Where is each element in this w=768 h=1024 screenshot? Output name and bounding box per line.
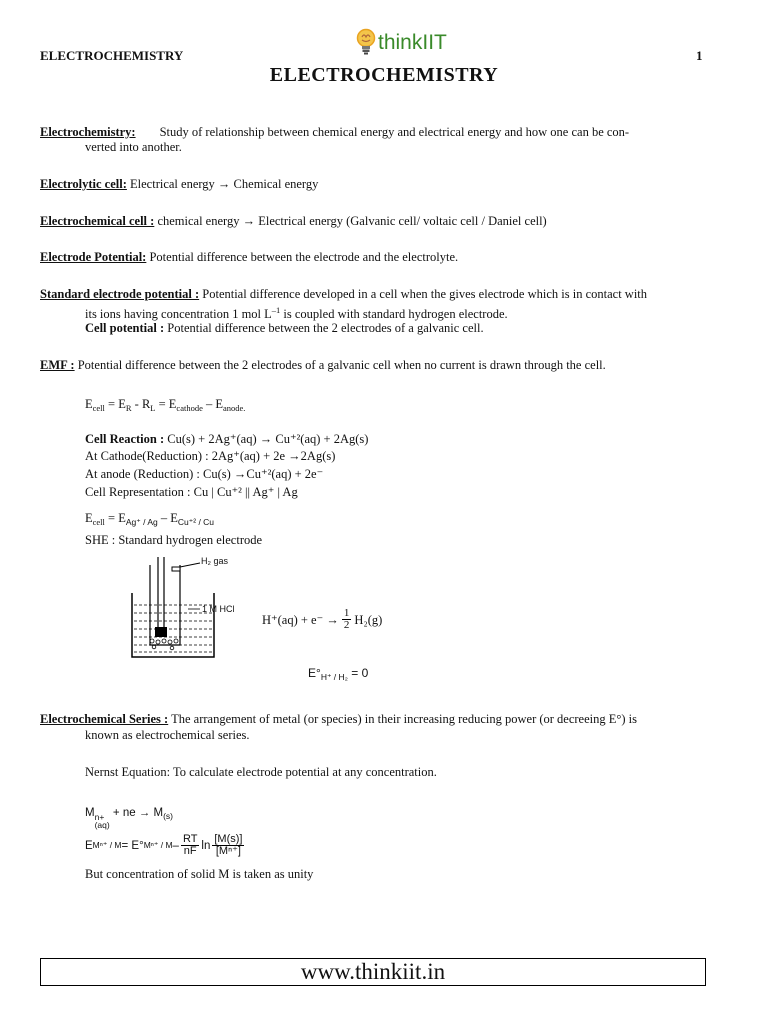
definition-text: chemical energy → Electrical energy (Galvanic cell/ voltaic cell / Daniel cell): [154, 214, 547, 228]
def-electrolytic-cell: [40, 176, 318, 192]
sym: M: [85, 807, 95, 819]
reaction-right: H₂(g): [354, 612, 383, 627]
definition-text: Potential difference developed in a cell when the gives electrode which is in contact with: [199, 287, 648, 301]
term: Electrode Potential:: [40, 250, 147, 264]
reaction-left: H⁺(aq) + e⁻ →: [262, 612, 339, 627]
def-series-cont: known as electrochemical series.: [85, 728, 250, 742]
logo: [356, 28, 447, 58]
denominator: nF: [183, 845, 197, 857]
denominator: 2: [343, 619, 350, 631]
subscript: (s): [163, 811, 174, 821]
sym: ln: [201, 839, 211, 852]
lightbulb-icon: [356, 28, 376, 58]
reaction-text: Cu(s) + 2Ag⁺(aq) → Cu⁺²(aq) + 2Ag(s): [164, 432, 369, 446]
superscript: n+: [94, 812, 105, 822]
sym: = E°: [121, 839, 144, 852]
sym: –: [172, 839, 179, 852]
rt-fraction: [181, 834, 199, 857]
definition-text: The arrangement of metal (or species) in their increasing reducing power (or decreeing E°) is: [168, 712, 638, 726]
definition-text: Study of relationship between chemical energy and electrical energy and how one can be con-: [159, 125, 630, 139]
fraction: [342, 608, 352, 631]
def-standard-electrode-potential: [40, 286, 647, 302]
cell-representation: Cell Representation : Cu | Cu⁺² || Ag⁺ | Ag: [85, 485, 298, 499]
definition-text: Potential difference between the 2 electrodes of a galvanic cell when no current is drawn through the cell.: [74, 358, 606, 372]
sub: cell: [92, 517, 105, 527]
text: is coupled with standard hydrogen electrode.: [280, 307, 508, 321]
sub: L: [150, 403, 156, 413]
footer-url[interactable]: www.thinkiit.in: [300, 959, 446, 984]
sym: E: [85, 839, 93, 852]
term: EMF :: [40, 358, 75, 372]
ecell-ag-cu-equation: [85, 510, 214, 530]
sym: = E: [104, 397, 126, 411]
page-number: 1: [696, 48, 703, 63]
def-standard-cont: [85, 302, 508, 322]
def-electrode-potential: [40, 249, 458, 265]
def-cell-potential: [85, 320, 484, 336]
superscript: –1: [271, 305, 281, 315]
sym: = E: [104, 511, 126, 525]
sym: + ne → M: [109, 807, 164, 819]
cell-reaction: [85, 431, 368, 447]
numerator: 1: [343, 607, 350, 619]
subscript: Mⁿ⁺ / M: [92, 840, 122, 850]
sup-sub-stack: [95, 813, 110, 829]
sub: cathode: [176, 403, 203, 413]
term: Cell Reaction :: [85, 432, 165, 446]
term: Electrolytic cell:: [40, 177, 127, 191]
unity-note: But concentration of solid M is taken as unity: [85, 867, 314, 881]
denominator: [Mⁿ⁺]: [215, 845, 241, 857]
logo-text: thinkIIT: [378, 31, 447, 54]
sub: R: [125, 403, 132, 413]
subscript: Mⁿ⁺ / M: [143, 840, 173, 850]
sym: E°: [308, 666, 321, 680]
anode-reaction: At anode (Reduction) : Cu(s) →Cu⁺²(aq) + 2e⁻: [85, 467, 324, 481]
sym: - R: [131, 397, 151, 411]
def-electrochemical-cell: [40, 213, 547, 229]
definition-text: Potential difference between the electrode and the electrolyte.: [146, 250, 459, 264]
term: Cell potential :: [85, 321, 165, 335]
numerator: [M(s)]: [214, 833, 243, 845]
text: its ions having concentration 1 mol L: [85, 307, 272, 321]
nernst-heading: Nernst Equation: To calculate electrode potential at any concentration.: [85, 765, 437, 779]
ecell-equation: [85, 396, 245, 416]
def-emf: [40, 357, 606, 373]
sym: = E: [155, 397, 177, 411]
hydrogen-reaction: [262, 608, 382, 631]
term: Electrochemistry:: [40, 125, 136, 139]
running-header: ELECTROCHEMISTRY: [40, 48, 184, 63]
definition-text: Potential difference between the 2 electrodes of a galvanic cell.: [164, 321, 484, 335]
def-electrochemical-series: [40, 711, 637, 727]
def-electrochemistry: [40, 124, 629, 140]
footer-url-box: [40, 958, 706, 986]
subscript: (aq): [94, 820, 110, 830]
sym: E: [85, 397, 93, 411]
sub: cell: [92, 403, 105, 413]
sub: Ag⁺ / Ag: [125, 517, 158, 527]
cathode-reaction: At Cathode(Reduction) : 2Ag⁺(aq) + 2e →2Ag(s): [85, 449, 336, 463]
sym: = 0: [347, 666, 369, 680]
page-title: ELECTROCHEMISTRY: [269, 64, 499, 86]
sym: E: [85, 511, 93, 525]
nernst-half-reaction: [85, 807, 173, 829]
term: Electrochemical Series :: [40, 712, 169, 726]
sub: Cu⁺² / Cu: [177, 517, 215, 527]
term: Electrochemical cell :: [40, 214, 155, 228]
def-electrochemistry-cont: verted into another.: [85, 140, 182, 154]
hcl-label: 1 M HCl: [202, 604, 235, 614]
term: Standard electrode potential :: [40, 287, 200, 301]
nernst-equation: [85, 834, 244, 857]
concentration-fraction: [212, 834, 244, 857]
sym: – E: [202, 397, 223, 411]
definition-text: Electrical energy → Chemical energy: [126, 177, 319, 191]
sub: anode.: [223, 403, 246, 413]
she-potential: [308, 666, 368, 683]
numerator: RT: [182, 833, 198, 845]
h2-gas-label: H₂ gas: [201, 556, 229, 566]
sym: – E: [157, 511, 178, 525]
she-label: SHE : Standard hydrogen electrode: [85, 533, 263, 547]
sub: H⁺ / H₂: [320, 672, 348, 682]
